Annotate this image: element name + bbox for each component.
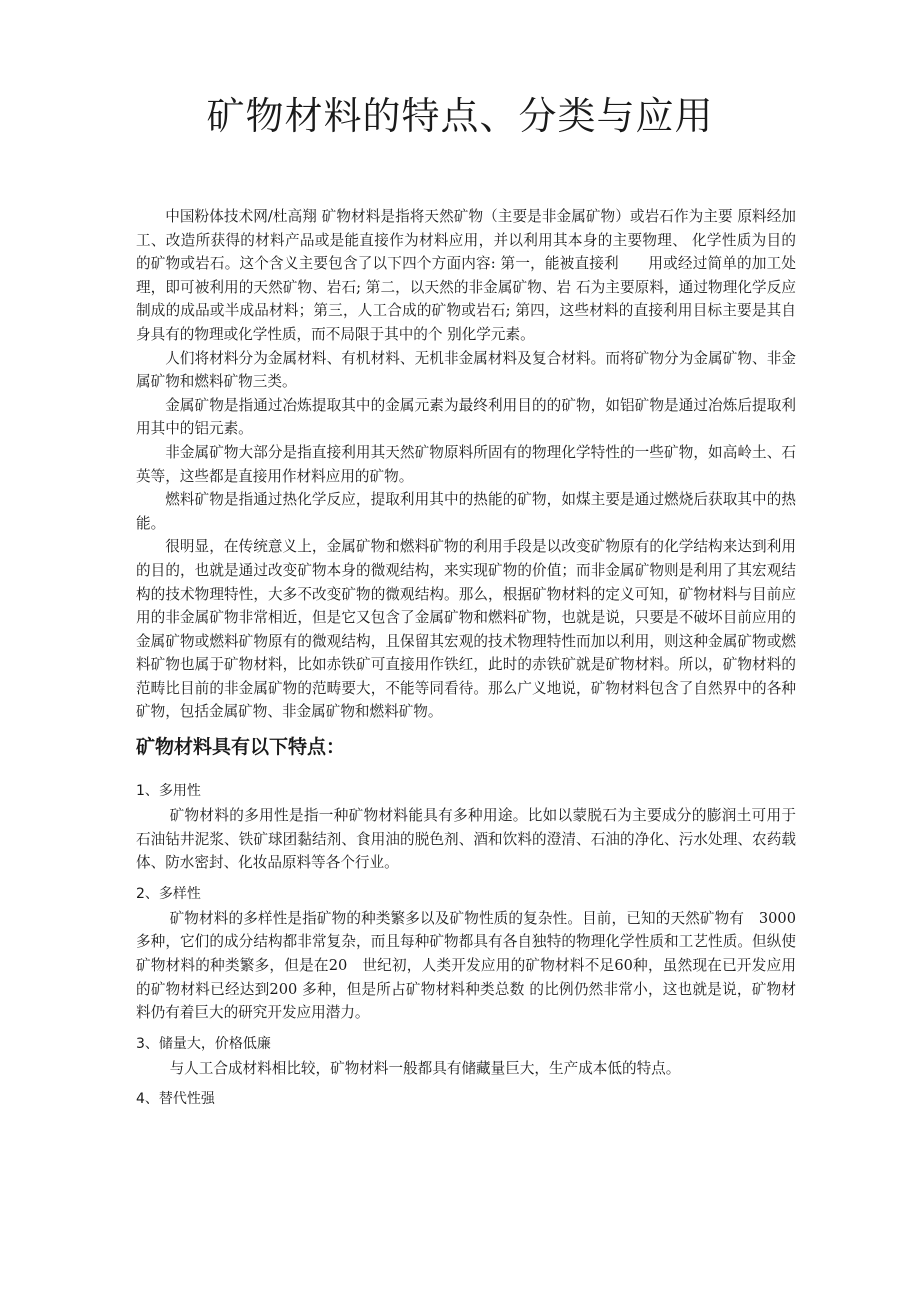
- feature-heading: 4、替代性强: [136, 1091, 215, 1108]
- paragraph: 金属矿物是指通过冶炼提取其中的金属元素为最终利用目的的矿物，如铝矿物是通过冶炼后提取利用其中的铝元素。: [136, 396, 796, 438]
- document-title: 矿物材料的特点、分类与应用: [206, 94, 714, 138]
- feature-heading: 3、储量大，价格低廉: [136, 1035, 271, 1052]
- paragraph: 很明显，在传统意义上，金属矿物和燃料矿物的利用手段是以改变矿物原有的化学结构来达到利用的目的，也就是通过改变矿物本身的微观结构，来实现矿物的价值；而非金属矿物则是利用了其宏观结构的技术物理特性，大多不改变矿物的微观结构。那么，根据矿物材料的定义可知，矿物材料与目前应用的非金属矿物非常相近，但是它又包含了金属矿物和燃料矿物，也就是说，只要是不破坏目前应用的金属矿物或燃料矿物原有的微观结构，且保留其宏观的技术物理特性而加以利用，则这种金属矿物或燃料矿物也属于矿物材料，比如赤铁矿可直接用作铁红，此时的赤铁矿就是矿物材料。所以，矿物材料的范畴比目前的非金属矿物的范畴要大，不能等同看待。那么广义地说，矿物材料包含了自然界中的各种矿物，包括金属矿物、非金属矿物和燃料矿物。: [136, 538, 796, 721]
- feature-heading: 2、多样性: [136, 885, 201, 902]
- features-heading: 矿物材料具有以下特点：: [136, 736, 346, 759]
- paragraph: 非金属矿物大部分是指直接利用其天然矿物原料所固有的物理化学特性的一些矿物，如高岭土、石英等，这些都是直接用作材料应用的矿物。: [136, 443, 796, 485]
- feature-text: 矿物材料的多用性是指一种矿物材料能具有多种用途。比如以蒙脱石为主要成分的膨润土可用于石油钻井泥浆、铁矿球团黏结剂、食用油的脱色剂、酒和饮料的澄清、石油的净化、污水处理、农药载体、防水密封、化妆品原料等各个行业。: [136, 807, 796, 872]
- feature-text: 与人工合成材料相比较，矿物材料一般都具有储藏量巨大，生产成本低的特点。: [169, 1059, 681, 1077]
- paragraph: 人们将材料分为金属材料、有机材料、无机非金属材料及复合材料。而将矿物分为金属矿物、非金属矿物和燃料矿物三类。: [136, 349, 796, 391]
- paragraph: 燃料矿物是指通过热化学反应，提取利用其中的热能的矿物，如煤主要是通过燃烧后获取其中的热能。: [136, 491, 796, 532]
- feature-heading: 1、多用性: [136, 783, 201, 800]
- paragraph: 中国粉体技术网/杜高翔 矿物材料是指将天然矿物（主要是非金属矿物）或岩石作为主要 原料经加工、改造所获得的材料产品或是能直接作为材料应用，并以利用其本身的主要物理、 化学性质为目的的矿物或岩石。这个含义主要包含了以下四个方面内容: 第一，能被直接利 用或经过简单的加工处理，即可被利用的天然矿物、岩石; 第二，以天然的非金属矿物、岩 石为主要原料，通过物理化学反应制成的成品或半成品材料；第三，人工合成的矿物或岩石; 第四，这些材料的直接利用目标主要是其自身具有的物理或化学性质，而不局限于其中的个 别化学元素。: [136, 208, 796, 343]
- document-body: [136, 205, 796, 1112]
- feature-text: 矿物材料的多样性是指矿物的种类繁多以及矿物性质的复杂性。目前，已知的天然矿物有 3000 多种，它们的成分结构都非常复杂，而且每种矿物都具有各自独特的物理化学性质和工艺性质。但纵使矿物材料的种类繁多，但是在20 世纪初，人类开发应用的矿物材料不足60种，虽然现在已开发应用的矿物材料已经达到200 多种，但是所占矿物材料种类总数 的比例仍然非常小，这也就是说，矿物材料仍有着巨大的研究开发应用潜力。: [136, 909, 796, 1022]
